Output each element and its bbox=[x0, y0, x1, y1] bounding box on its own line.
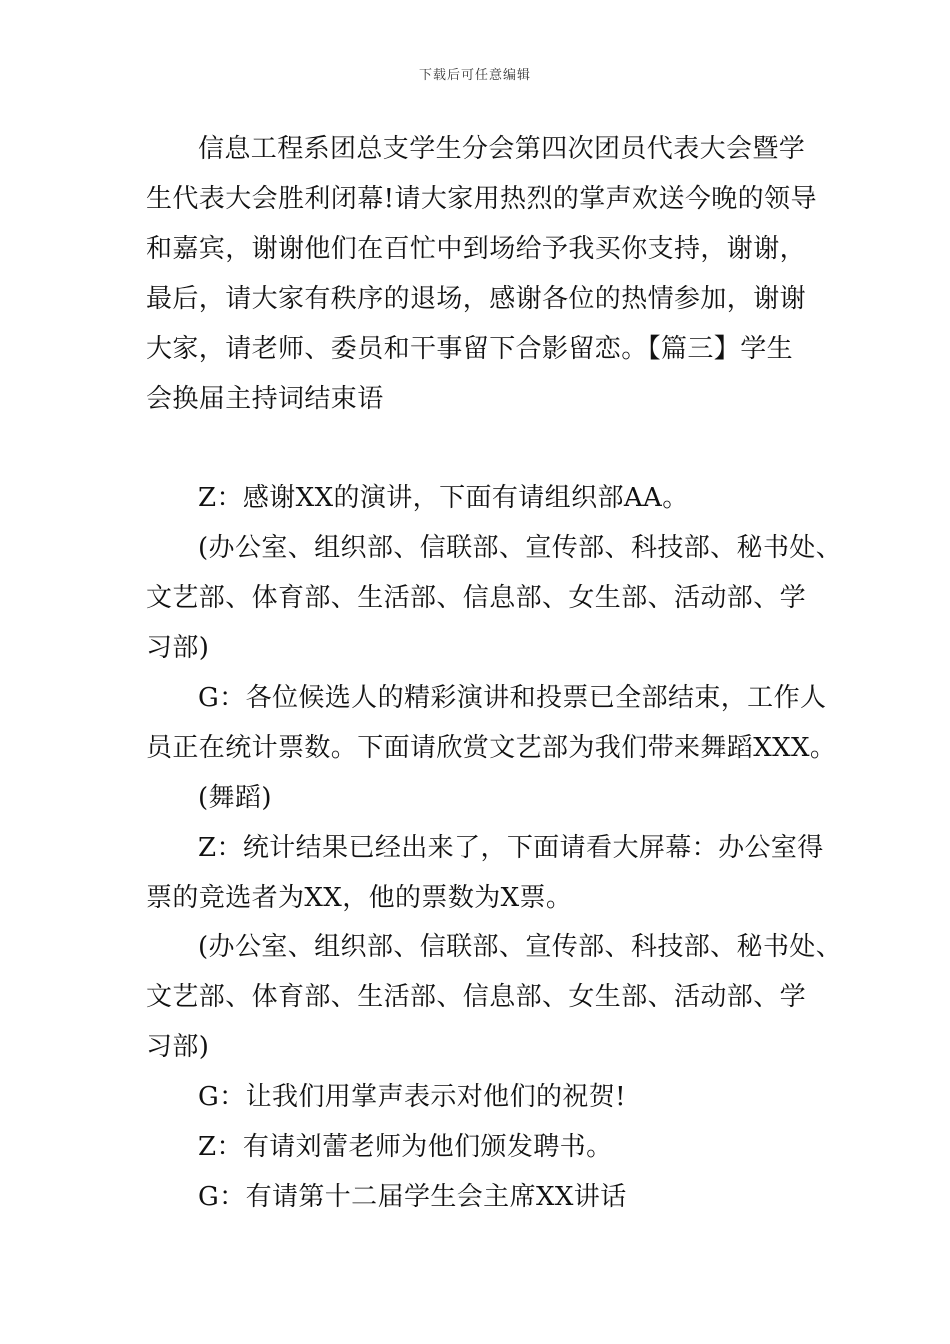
text-line: 文艺部、体育部、生活部、信息部、女生部、活动部、学 bbox=[146, 982, 807, 1012]
text-line: 最后，请大家有秩序的退场，感谢各位的热情参加，谢谢 bbox=[146, 284, 807, 314]
text-line: Z：统计结果已经出来了，下面请看大屏幕：办公室得 bbox=[198, 833, 824, 863]
text-line: 会换届主持词结束语 bbox=[146, 384, 384, 414]
text-line: 和嘉宾，谢谢他们在百忙中到场给予我买你支持，谢谢， bbox=[146, 234, 807, 264]
text-line: G：各位候选人的精彩演讲和投票已全部结束，工作人 bbox=[198, 683, 827, 713]
text-line: 大家，请老师、委员和干事留下合影留恋。【篇三】学生 bbox=[146, 334, 794, 364]
text-line: 生代表大会胜利闭幕!请大家用热烈的掌声欢送今晚的领导 bbox=[146, 184, 817, 214]
text-line: G：有请第十二届学生会主席XX讲话 bbox=[198, 1182, 627, 1212]
text-line: (舞蹈) bbox=[198, 783, 272, 813]
text-line: Z：有请刘蕾老师为他们颁发聘书。 bbox=[198, 1132, 613, 1162]
text-line: 员正在统计票数。下面请欣赏文艺部为我们带来舞蹈XXX。 bbox=[146, 733, 837, 763]
text-line: 文艺部、体育部、生活部、信息部、女生部、活动部、学 bbox=[146, 583, 807, 613]
text-line: Z：感谢XX的演讲，下面有请组织部AA。 bbox=[198, 483, 689, 513]
text-line: G：让我们用掌声表示对他们的祝贺! bbox=[198, 1082, 627, 1112]
text-line: (办公室、组织部、信联部、宣传部、科技部、秘书处、 bbox=[198, 932, 843, 962]
text-line: 习部) bbox=[146, 1032, 210, 1062]
text-line: 票的竞选者为XX，他的票数为X票。 bbox=[146, 883, 573, 913]
text-line: (办公室、组织部、信联部、宣传部、科技部、秘书处、 bbox=[198, 533, 843, 563]
text-line: 习部) bbox=[146, 633, 210, 663]
page-header: 下载后可任意编辑 bbox=[418, 68, 531, 83]
text-line: 信息工程系团总支学生分会第四次团员代表大会暨学 bbox=[198, 134, 806, 164]
